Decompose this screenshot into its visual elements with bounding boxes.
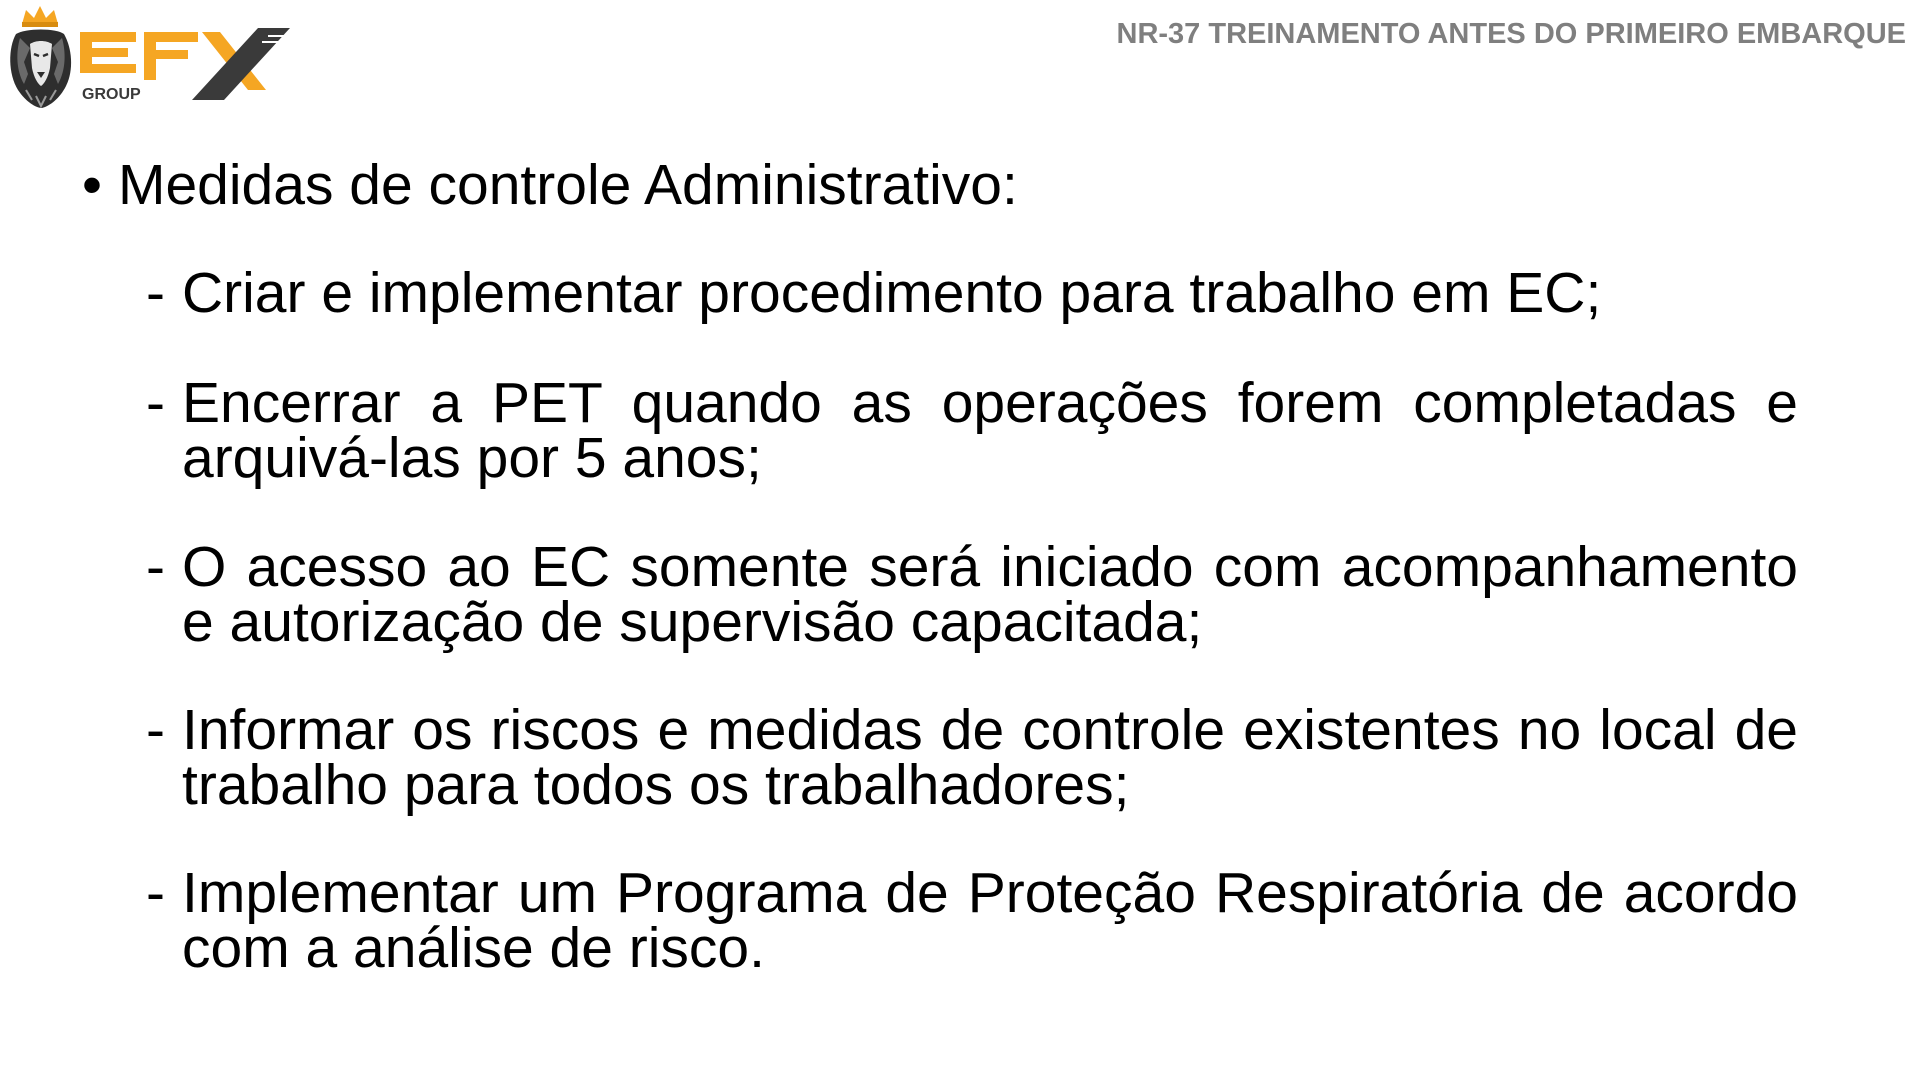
dash-marker: - <box>146 861 165 925</box>
list-item-text: Informar os riscos e medidas de controle existentes no local de trabalho para todos os trabalhadores; <box>182 698 1798 817</box>
main-bullet <box>82 150 1018 220</box>
list-item-text: O acesso ao EC somente será iniciado com acompanhamento e autorização de supervisão capacitada; <box>182 535 1798 654</box>
crown-icon <box>22 6 58 27</box>
list-item <box>146 535 1798 654</box>
logo-group-text: GROUP <box>82 86 141 103</box>
list-item-text: Encerrar a PET quando as operações forem completadas e arquivá-las por 5 anos; <box>182 371 1798 490</box>
lion-head-icon <box>10 30 71 109</box>
list-item-text: Criar e implementar procedimento para trabalho em EC; <box>182 261 1602 325</box>
dash-marker: - <box>146 371 165 435</box>
section-heading: Medidas de controle Administrativo: <box>118 153 1018 217</box>
list-item <box>146 371 1798 490</box>
dash-marker: - <box>146 261 165 325</box>
list-item <box>146 698 1798 817</box>
list-item-text: Implementar um Programa de Proteção Respiratória de acordo com a análise de risco. <box>182 861 1798 980</box>
dash-marker: - <box>146 535 165 599</box>
dash-marker: - <box>146 698 165 762</box>
list-item <box>146 861 1798 980</box>
logo-letter-e <box>80 32 136 73</box>
company-logo <box>6 4 296 108</box>
logo-letter-f <box>144 32 198 80</box>
bullet-icon: • <box>82 153 102 217</box>
page-header-title: NR-37 TREINAMENTO ANTES DO PRIMEIRO EMBARQUE <box>1116 18 1906 50</box>
list-item <box>146 261 1798 325</box>
logo-letter-x <box>192 28 290 100</box>
